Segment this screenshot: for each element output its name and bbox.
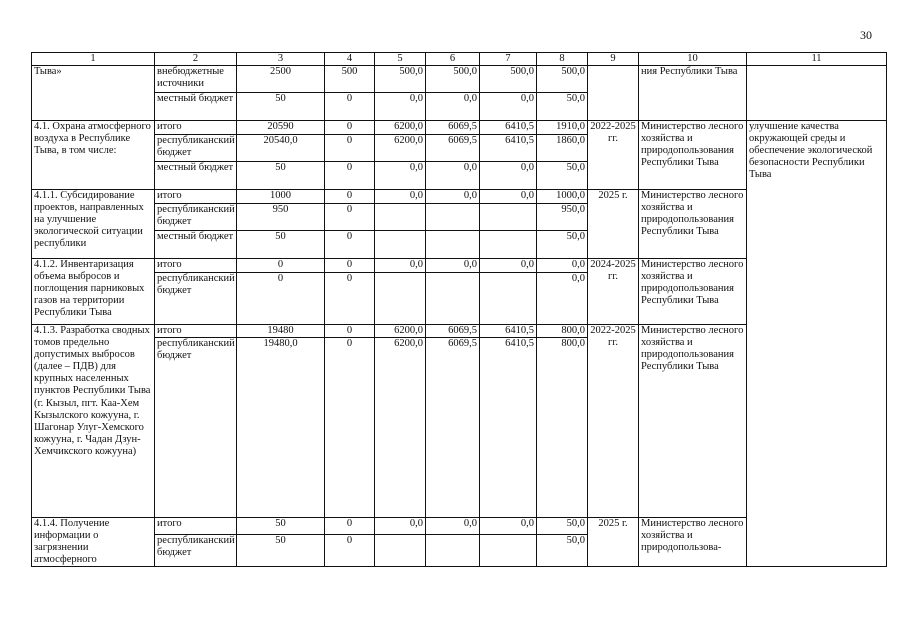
total-value: 950 xyxy=(237,204,325,231)
year-value: 0,0 xyxy=(375,259,426,273)
table-row xyxy=(32,121,887,135)
year-value: 800,0 xyxy=(537,338,588,518)
funding-source: местный бюджет xyxy=(155,162,237,190)
column-number: 1 xyxy=(32,53,155,66)
funding-source: местный бюджет xyxy=(155,231,237,259)
page-number: 30 xyxy=(860,28,872,42)
period: 2022-2025 гг. xyxy=(588,325,639,518)
column-number: 6 xyxy=(426,53,480,66)
column-number: 5 xyxy=(375,53,426,66)
period: 2025 г. xyxy=(588,518,639,567)
year-value: 0,0 xyxy=(480,518,537,535)
column-number: 4 xyxy=(325,53,375,66)
year-value xyxy=(375,204,426,231)
year-value: 0,0 xyxy=(480,190,537,204)
year-value: 0 xyxy=(325,259,375,273)
measure-name: 4.1.2. Инвентаризация объема выбросов и поглощения парниковых газов на территории Республики Тыва xyxy=(32,259,155,325)
year-value: 0,0 xyxy=(480,162,537,190)
year-value: 800,0 xyxy=(537,325,588,338)
total-value: 20590 xyxy=(237,121,325,135)
year-value: 0 xyxy=(325,190,375,204)
year-value: 6200,0 xyxy=(375,325,426,338)
year-value xyxy=(426,273,480,325)
year-value xyxy=(480,534,537,567)
year-value: 6069,5 xyxy=(426,338,480,518)
column-number: 11 xyxy=(747,53,887,66)
funding-source: итого xyxy=(155,325,237,338)
year-value: 6069,5 xyxy=(426,135,480,162)
total-value: 20540,0 xyxy=(237,135,325,162)
funding-source: итого xyxy=(155,518,237,535)
period: 2024-2025 гг. xyxy=(588,259,639,325)
year-value: 50,0 xyxy=(537,231,588,259)
year-value: 500,0 xyxy=(375,66,426,93)
year-value: 500,0 xyxy=(426,66,480,93)
column-number-row xyxy=(32,53,887,66)
year-value: 0,0 xyxy=(426,190,480,204)
total-value: 0 xyxy=(237,273,325,325)
funding-source: республиканский бюджет xyxy=(155,135,237,162)
year-value: 6410,5 xyxy=(480,121,537,135)
executor: Министерство лесного хозяйства и природопользования Республики Тыва xyxy=(639,259,747,325)
year-value: 6200,0 xyxy=(375,135,426,162)
year-value: 0,0 xyxy=(426,518,480,535)
column-number: 10 xyxy=(639,53,747,66)
funding-source: республиканский бюджет xyxy=(155,273,237,325)
year-value: 50,0 xyxy=(537,518,588,535)
year-value xyxy=(426,231,480,259)
budget-table xyxy=(31,52,887,567)
year-value: 0,0 xyxy=(426,93,480,121)
total-value: 50 xyxy=(237,231,325,259)
year-value: 0 xyxy=(325,518,375,535)
total-value: 50 xyxy=(237,162,325,190)
column-number: 8 xyxy=(537,53,588,66)
year-value: 0,0 xyxy=(375,518,426,535)
year-value xyxy=(375,534,426,567)
year-value: 0 xyxy=(325,534,375,567)
year-value: 50,0 xyxy=(537,162,588,190)
year-value xyxy=(426,534,480,567)
year-value: 0 xyxy=(325,162,375,190)
year-value xyxy=(480,273,537,325)
year-value: 0,0 xyxy=(480,93,537,121)
year-value: 500,0 xyxy=(480,66,537,93)
year-value: 6410,5 xyxy=(480,325,537,338)
executor: ния Республики Тыва xyxy=(639,66,747,121)
period: 2025 г. xyxy=(588,190,639,259)
year-value: 0 xyxy=(325,93,375,121)
year-value: 0,0 xyxy=(537,259,588,273)
executor: Министерство лесного хозяйства и природопользования Республики Тыва xyxy=(639,325,747,518)
funding-source: местный бюджет xyxy=(155,93,237,121)
measure-name: 4.1.3. Разработка сводных томов предельно допустимых выбросов (далее – ПДВ) для крупных населенных пунктов Республики Тыва (г. Кызыл, пгт. Каа-Хем Кызылского кожууна, г. Шагонар Улуг-Хемского кожууна, г. Чадан Дзун-Хемчикского кожууна) xyxy=(32,325,155,518)
column-number: 3 xyxy=(237,53,325,66)
year-value: 0,0 xyxy=(537,273,588,325)
measure-name: Тыва» xyxy=(32,66,155,121)
year-value: 0,0 xyxy=(375,93,426,121)
year-value: 500,0 xyxy=(537,66,588,93)
year-value: 50,0 xyxy=(537,93,588,121)
year-value: 0,0 xyxy=(426,259,480,273)
executor: Министерство лесного хозяйства и природопользова- xyxy=(639,518,747,567)
year-value xyxy=(375,273,426,325)
total-value: 50 xyxy=(237,518,325,535)
year-value: 0 xyxy=(325,338,375,518)
measure-name: 4.1.4. Получение информации о загрязнении атмосферного xyxy=(32,518,155,567)
year-value xyxy=(480,204,537,231)
expected-result xyxy=(747,66,887,121)
column-number: 9 xyxy=(588,53,639,66)
executor: Министерство лесного хозяйства и природопользования Республики Тыва xyxy=(639,121,747,190)
measure-name: 4.1. Охрана атмосферного воздуха в Республике Тыва, в том числе: xyxy=(32,121,155,190)
year-value: 500 xyxy=(325,66,375,93)
year-value: 0,0 xyxy=(426,162,480,190)
total-value: 0 xyxy=(237,259,325,273)
year-value: 950,0 xyxy=(537,204,588,231)
expected-result: улучшение качества окружающей среды и обеспечение экологической безопасности Республики Тыва xyxy=(747,121,887,567)
executor: Министерство лесного хозяйства и природопользования Республики Тыва xyxy=(639,190,747,259)
funding-source: республиканский бюджет xyxy=(155,338,237,518)
funding-source: внебюджетные источники xyxy=(155,66,237,93)
year-value xyxy=(480,231,537,259)
year-value: 1910,0 xyxy=(537,121,588,135)
year-value: 6069,5 xyxy=(426,121,480,135)
funding-source: республиканский бюджет xyxy=(155,534,237,567)
total-value: 50 xyxy=(237,534,325,567)
period: 2022-2025 гг. xyxy=(588,121,639,190)
year-value: 6200,0 xyxy=(375,338,426,518)
funding-source: итого xyxy=(155,190,237,204)
year-value: 0 xyxy=(325,204,375,231)
funding-source: итого xyxy=(155,259,237,273)
total-value: 2500 xyxy=(237,66,325,93)
period xyxy=(588,66,639,121)
year-value: 0 xyxy=(325,273,375,325)
year-value: 0 xyxy=(325,325,375,338)
year-value: 6410,5 xyxy=(480,338,537,518)
year-value: 1000,0 xyxy=(537,190,588,204)
year-value: 6069,5 xyxy=(426,325,480,338)
year-value: 0,0 xyxy=(375,162,426,190)
year-value: 0 xyxy=(325,121,375,135)
year-value: 0,0 xyxy=(375,190,426,204)
column-number: 7 xyxy=(480,53,537,66)
year-value xyxy=(426,204,480,231)
funding-source: республиканский бюджет xyxy=(155,204,237,231)
year-value: 6200,0 xyxy=(375,121,426,135)
year-value: 0,0 xyxy=(480,259,537,273)
year-value: 1860,0 xyxy=(537,135,588,162)
year-value: 6410,5 xyxy=(480,135,537,162)
funding-source: итого xyxy=(155,121,237,135)
year-value xyxy=(375,231,426,259)
year-value: 50,0 xyxy=(537,534,588,567)
year-value: 0 xyxy=(325,135,375,162)
table-row xyxy=(32,66,887,93)
year-value: 0 xyxy=(325,231,375,259)
total-value: 19480 xyxy=(237,325,325,338)
total-value: 1000 xyxy=(237,190,325,204)
total-value: 19480,0 xyxy=(237,338,325,518)
measure-name: 4.1.1. Субсидирование проектов, направленных на улучшение экологической ситуации республики xyxy=(32,190,155,259)
column-number: 2 xyxy=(155,53,237,66)
total-value: 50 xyxy=(237,93,325,121)
